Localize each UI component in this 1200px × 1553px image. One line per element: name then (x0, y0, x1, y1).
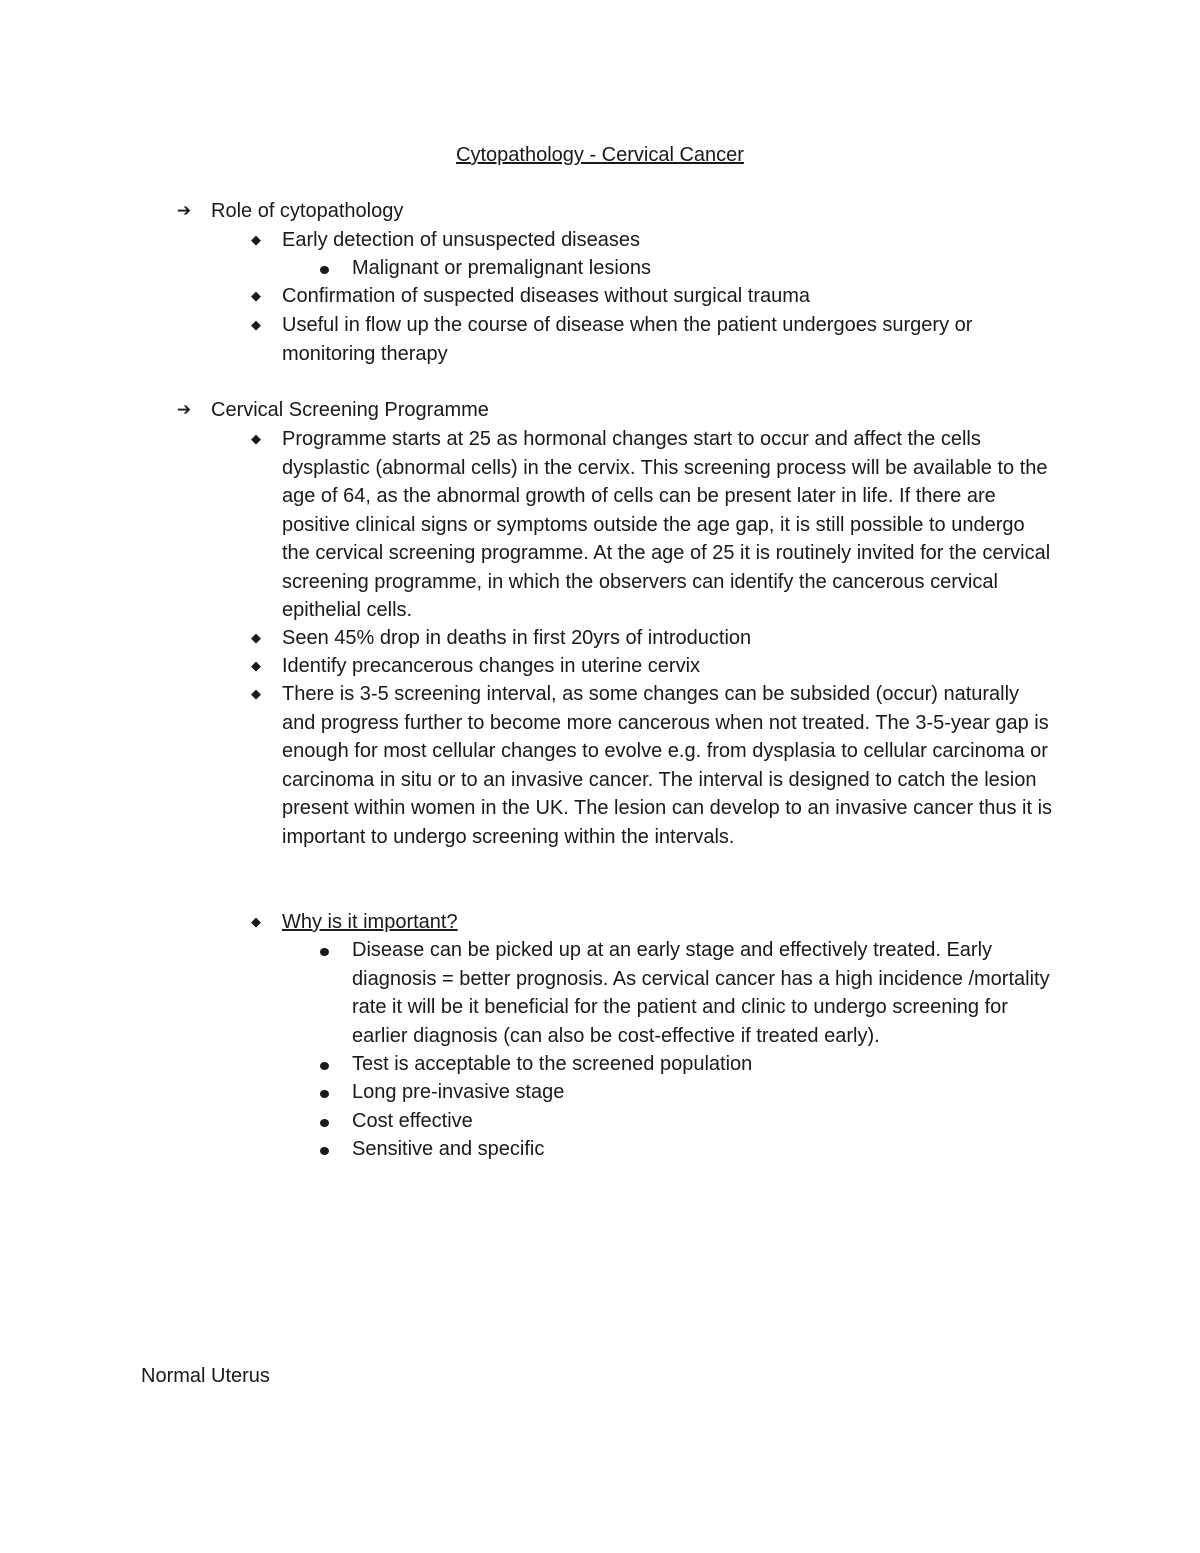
list-item-text: Confirmation of suspected diseases without surgical trauma (282, 285, 811, 307)
diamond-bullet-icon: ◆ (251, 914, 261, 929)
footer-heading: Normal Uterus (141, 1365, 270, 1387)
section-heading-screening (176, 396, 1091, 425)
list-subitem (352, 1135, 1072, 1164)
list-item (251, 680, 1057, 851)
diamond-bullet-icon: ◆ (251, 658, 261, 673)
subheading-why-important: Why is it important? (282, 911, 458, 933)
list-subitem-text: Cost effective (352, 1110, 473, 1132)
list-item-text: Early detection of unsuspected diseases (282, 229, 640, 251)
list-item-text: Identify precancerous changes in uterine cervix (282, 655, 701, 677)
diamond-bullet-icon: ◆ (251, 232, 261, 247)
list-item-text: Seen 45% drop in deaths in first 20yrs of introduction (282, 627, 752, 649)
dot-bullet-icon (320, 1147, 329, 1155)
dot-bullet-icon (320, 1119, 329, 1127)
list-subitem-text: Malignant or premalignant lesions (352, 257, 652, 279)
list-item-text: There is 3-5 screening interval, as some changes can be subsided (occur) naturally and progress further to become more cancerous when not treated. The 3-5-year gap is enough for most cellular changes to evolve e.g. from dysplasia to cellular carcinoma or carcinoma in situ or to an invasive cancer. The interval is designed to catch the lesion present within women in the UK. The lesion can develop to an invasive cancer thus it is important to undergo screening within the intervals. (282, 683, 1053, 848)
list-item (251, 226, 1072, 255)
section-heading-role (176, 197, 1091, 226)
list-item (251, 311, 1042, 368)
list-subitem-text: Long pre-invasive stage (352, 1081, 565, 1103)
list-item (251, 425, 1057, 625)
dot-bullet-icon (320, 948, 329, 956)
arrow-bullet-icon: ➔ (176, 400, 192, 419)
dot-bullet-icon (320, 1090, 329, 1098)
arrow-bullet-icon: ➔ (176, 201, 192, 220)
diamond-bullet-icon: ◆ (251, 431, 261, 446)
section-heading-label: Cervical Screening Programme (211, 399, 489, 421)
list-subitem (352, 936, 1062, 1050)
list-subitem-text: Test is acceptable to the screened population (352, 1053, 753, 1075)
diamond-bullet-icon: ◆ (251, 288, 261, 303)
list-subitem (352, 254, 1072, 283)
list-subitem-text: Disease can be picked up at an early stage and effectively treated. Early diagnosis = better prognosis. As cervical cancer has a high incidence /mortality rate it will be it beneficial for the patient and clinic to undergo screening for earlier diagnosis (can also be cost-effective if treated early). (352, 939, 1050, 1047)
list-subitem (352, 1107, 1072, 1136)
list-item-text: Programme starts at 25 as hormonal changes start to occur and affect the cells dysplastic (abnormal cells) in the cervix. This screening process will be available to the age of 64, as the abnormal growth of cells can be present later in life. If there are positive clinical signs or symptoms outside the age gap, it is still possible to undergo the cervical screening programme. At the age of 25 it is routinely invited for the cervical screening programme, in which the observers can identify the cancerous cervical epithelial cells. (282, 428, 1051, 621)
list-item-text: Useful in flow up the course of disease when the patient undergoes surgery or monitoring therapy (282, 314, 973, 365)
list-item (251, 624, 1072, 653)
section-heading-label: Role of cytopathology (211, 200, 404, 222)
diamond-bullet-icon: ◆ (251, 686, 261, 701)
list-subitem (352, 1078, 1072, 1107)
list-subitem (352, 1050, 1072, 1079)
list-item (251, 282, 1072, 311)
diamond-bullet-icon: ◆ (251, 630, 261, 645)
list-subitem-text: Sensitive and specific (352, 1138, 545, 1160)
list-item-why-important (251, 908, 1072, 937)
list-item (251, 652, 1072, 681)
dot-bullet-icon (320, 1062, 329, 1070)
diamond-bullet-icon: ◆ (251, 317, 261, 332)
page-title: Cytopathology - Cervical Cancer (456, 144, 744, 166)
dot-bullet-icon (320, 266, 329, 274)
